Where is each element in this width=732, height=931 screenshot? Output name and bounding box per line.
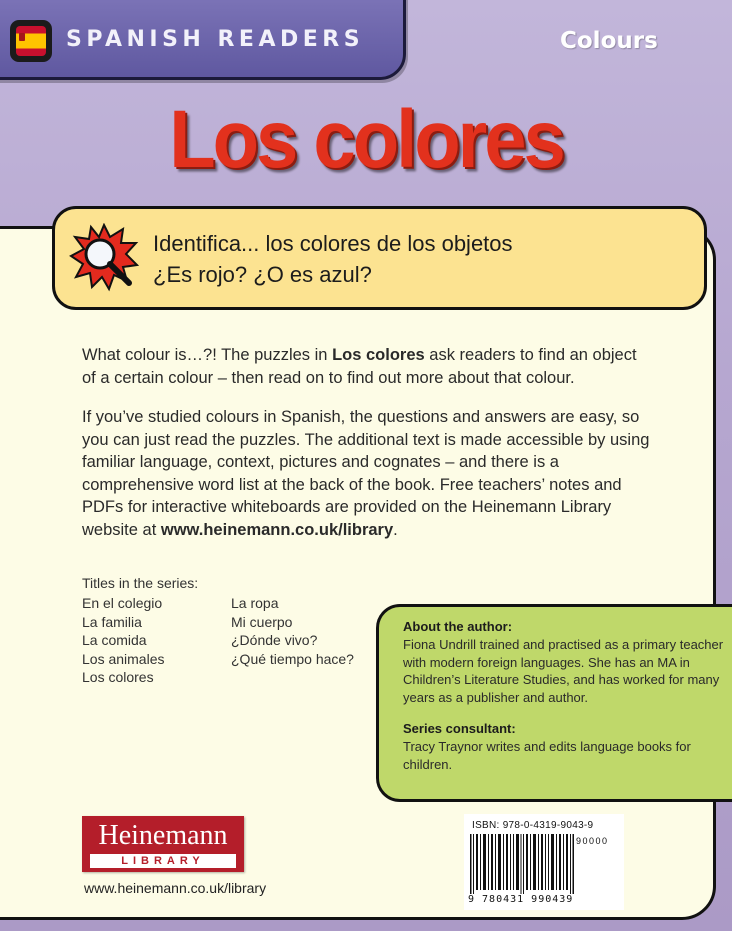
isbn-number: ISBN: 978-0-4319-9043-9 (472, 820, 594, 831)
publisher-url[interactable]: www.heinemann.co.uk/library (84, 880, 267, 896)
intro-text: What colour is…?! The puzzles in (82, 346, 333, 364)
series-title-item: Los animales (82, 650, 165, 667)
intro-title-mention: Los colores (332, 346, 425, 364)
series-titles-column-1 (82, 594, 165, 687)
heinemann-logo (82, 816, 244, 872)
series-titles-heading: Titles in the series: (82, 575, 199, 591)
intro-paragraph-2 (82, 406, 652, 542)
series-title-item: ¿Dónde vivo? (231, 632, 318, 648)
barcode-icon (470, 834, 574, 894)
callout-line-1: Identifica... los colores de los objetos (153, 231, 513, 256)
logo-name: Heinemann (98, 820, 228, 851)
intro-text: ask readers to find an object of a certain colour – then read on to find out more about that colour. (82, 346, 637, 387)
spain-flag-icon (10, 20, 52, 62)
intro-text: If you’ve studied colours in Spanish, the questions and answers are easy, so you can just read the puzzles. The additional text is made accessible by using familiar language, context, pictures and cognates – and there is a comprehensive word list at the back of the book. Free teachers’ notes and PDFs for interactive whiteboards are provided on the Heinemann Library website at (82, 408, 650, 539)
author-bio: Fiona Undrill trained and practised as a primary teacher with modern foreign languages. She has an MA in Children’s Literature Studies, and has worked for many years as a publisher and author. (403, 637, 724, 705)
barcode-area (464, 814, 624, 910)
consultant-bio: Tracy Traynor writes and edits language books for children. (403, 739, 691, 772)
series-title-item: La comida (82, 632, 147, 648)
price-code: 90000 (576, 836, 609, 846)
topic-label: Colours (560, 28, 658, 54)
series-title-item: Mi cuerpo (231, 613, 293, 630)
book-title: Los colores (169, 93, 563, 186)
barcode-digits: 9 780431 990439 (468, 894, 574, 905)
flag-stripes (16, 26, 46, 56)
callout-box (52, 206, 707, 310)
author-heading: About the author: (403, 619, 513, 634)
flag-crest (19, 33, 25, 41)
intro-paragraph-1 (82, 344, 652, 389)
logo-subtitle: LIBRARY (90, 854, 236, 868)
series-title-item: Los colores (82, 669, 154, 685)
intro-text: . (393, 520, 398, 539)
magnifier-icon (69, 223, 139, 293)
consultant-heading: Series consultant: (403, 721, 516, 736)
series-title-item: La ropa (231, 595, 279, 611)
series-name: SPANISH READERS (66, 27, 365, 52)
series-titles-column-2 (231, 594, 354, 668)
about-author-box (376, 604, 732, 802)
callout-line-2: ¿Es rojo? ¿O es azul? (153, 262, 372, 287)
website-link[interactable]: www.heinemann.co.uk/library (160, 520, 394, 539)
series-title-item: ¿Qué tiempo hace? (231, 650, 354, 667)
series-title-item: En el colegio (82, 595, 163, 611)
series-title-item: La familia (82, 613, 142, 630)
